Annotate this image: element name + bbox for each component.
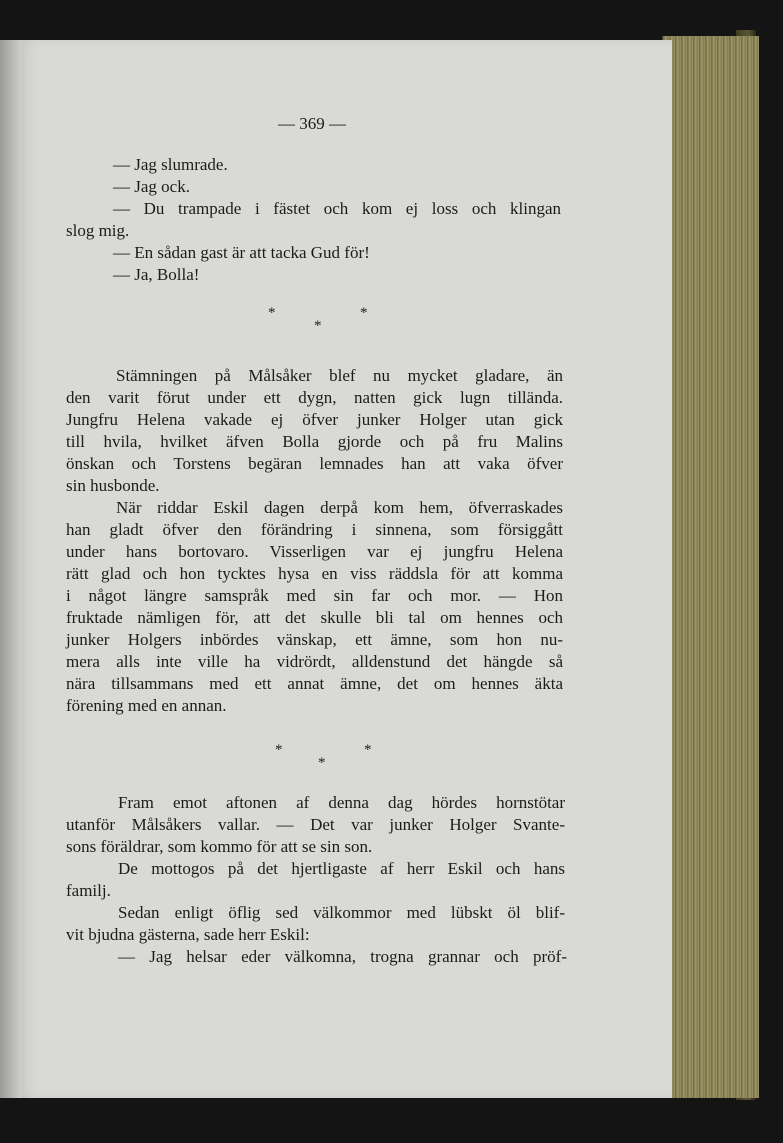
text-line: junker Holgers inbördes vänskap, ett ämne, som hon nu- [66,630,563,649]
text-line: utanför Målsåkers vallar. — Det var junker Holger Svante- [66,815,565,834]
text-line: Jungfru Helena vakade ej öfver junker Holger utan gick [66,410,563,429]
section-separator-star: * [268,305,276,321]
page-number: — 369 — [278,114,346,133]
text-line: Fram emot aftonen af denna dag hördes hornstötar [118,793,565,812]
dialogue-line: — Jag slumrade. [113,155,228,174]
text-line: önskan och Torstens begäran lemnades han att vaka öfver [66,454,563,473]
text-line: Stämningen på Målsåker blef nu mycket gladare, än [116,366,563,385]
text-line: När riddar Eskil dagen derpå kom hem, öfverraskades [116,498,563,517]
text-line: sons föräldrar, som kommo för att se sin son. [66,837,373,856]
text-line: fruktade nämligen för, att det skulle bli tal om hennes och [66,608,563,627]
section-separator-star: * [318,755,326,771]
section-separator-star: * [275,742,283,758]
text-line: förening med en annan. [66,696,227,715]
text-line: — Jag helsar eder välkomna, trogna grannar och pröf- [118,947,567,966]
page-gutter [0,40,22,1098]
section-separator-star: * [364,742,372,758]
text-line: Sedan enligt öflig sed välkommor med lübskt öl blif- [118,903,565,922]
text-line: den varit förut under ett dygn, natten gick lugn tilländа. [66,388,563,407]
text-line: familj. [66,881,111,900]
dialogue-line: — Ja, Bolla! [113,265,200,284]
text-line: vit bjudna gästerna, sade herr Eskil: [66,925,310,944]
page-fore-edge [662,36,759,1098]
dialogue-line: — Jag ock. [113,177,190,196]
text-line: han gladt öfver den förändring i sinnena, som försiggått [66,520,563,539]
text-line: rätt glad och hon tycktes hysa en viss räddsla för att komma [66,564,563,583]
text-line: mera alls inte ville ha vidrördt, alldenstund det hängde så [66,652,563,671]
dialogue-line: — Du trampade i fästet och kom ej loss och klingan [113,199,561,218]
text-line: sin husbonde. [66,476,160,495]
text-line: nära tillsammans med ett annat ämne, det om hennes äkta [66,674,563,693]
section-separator-star: * [360,305,368,321]
dialogue-line: — En sådan gast är att tacka Gud för! [113,243,370,262]
text-line: till hvila, hvilket äfven Bolla gjorde och på fru Malins [66,432,563,451]
section-separator-star: * [314,318,322,334]
text-line: De mottogos på det hjertligaste af herr Eskil och hans [118,859,565,878]
text-line: under hans bortovaro. Visserligen var ej jungfru Helena [66,542,563,561]
dialogue-line: slog mig. [66,221,130,240]
text-line: i något längre samspråk med sin far och mor. — Hon [66,586,563,605]
